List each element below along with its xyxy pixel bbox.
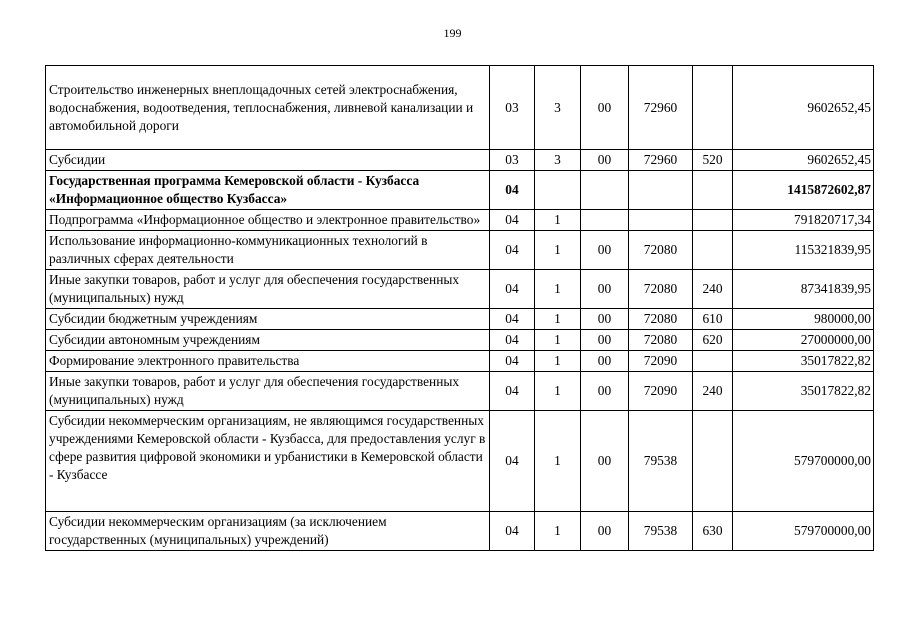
expense-type-cell: 240 [693,372,733,411]
row-name-cell: Субсидии бюджетным учреждениям [46,309,490,330]
table-row [46,171,874,210]
subsection-code-cell: 1 [535,351,581,372]
section-code-cell: 03 [490,150,535,171]
section-code-cell: 04 [490,512,535,551]
amount-cell: 115321839,95 [733,231,874,270]
section-code-cell: 04 [490,411,535,512]
direction-code-cell: 72960 [629,150,693,171]
subsection-code-cell: 1 [535,411,581,512]
section-code-cell: 04 [490,171,535,210]
table-row [46,372,874,411]
subsection-code-cell: 1 [535,231,581,270]
program-code-cell: 00 [581,330,629,351]
row-name-cell: Субсидии некоммерческим организациям (за исключением государственных (муниципальных) учреждений) [46,512,490,551]
subsection-code-cell: 1 [535,210,581,231]
expense-type-cell [693,411,733,512]
row-name-cell: Использование информационно-коммуникационных технологий в различных сферах деятельности [46,231,490,270]
table-row [46,66,874,150]
subsection-code-cell: 1 [535,309,581,330]
table-row [46,270,874,309]
table-row [46,351,874,372]
row-name-cell: Иные закупки товаров, работ и услуг для обеспечения государственных (муниципальных) нужд [46,270,490,309]
program-code-cell: 00 [581,411,629,512]
row-name-cell: Субсидии автономным учреждениям [46,330,490,351]
expense-type-cell [693,351,733,372]
table-row [46,150,874,171]
page-number: 199 [443,26,462,40]
program-code-cell [581,171,629,210]
amount-cell: 579700000,00 [733,512,874,551]
direction-code-cell [629,210,693,231]
program-code-cell: 00 [581,372,629,411]
direction-code-cell: 72960 [629,66,693,150]
expense-type-cell: 240 [693,270,733,309]
amount-cell: 791820717,34 [733,210,874,231]
program-code-cell: 00 [581,66,629,150]
section-code-cell: 04 [490,309,535,330]
section-code-cell: 04 [490,330,535,351]
expense-type-cell: 610 [693,309,733,330]
expense-type-cell: 620 [693,330,733,351]
program-code-cell: 00 [581,270,629,309]
budget-table-body [46,66,874,551]
section-code-cell: 04 [490,270,535,309]
direction-code-cell: 72090 [629,372,693,411]
row-name-cell: Подпрограмма «Информационное общество и электронное правительство» [46,210,490,231]
section-code-cell: 04 [490,351,535,372]
amount-cell: 27000000,00 [733,330,874,351]
section-code-cell: 04 [490,210,535,231]
expense-type-cell [693,231,733,270]
amount-cell: 35017822,82 [733,372,874,411]
program-code-cell: 00 [581,309,629,330]
table-row [46,512,874,551]
amount-cell: 980000,00 [733,309,874,330]
direction-code-cell: 72090 [629,351,693,372]
table-row [46,231,874,270]
section-code-cell: 04 [490,231,535,270]
subsection-code-cell: 3 [535,150,581,171]
section-code-cell: 04 [490,372,535,411]
subsection-code-cell [535,171,581,210]
direction-code-cell [629,171,693,210]
amount-cell: 1415872602,87 [733,171,874,210]
amount-cell: 87341839,95 [733,270,874,309]
table-row [46,330,874,351]
row-name-cell: Строительство инженерных внеплощадочных сетей электроснабжения, водоснабжения, водоотведения, теплоснабжения, ливневой канализации и автомобильной дороги [46,66,490,150]
subsection-code-cell: 3 [535,66,581,150]
direction-code-cell: 72080 [629,330,693,351]
program-code-cell: 00 [581,150,629,171]
subsection-code-cell: 1 [535,512,581,551]
program-code-cell: 00 [581,231,629,270]
row-name-cell: Иные закупки товаров, работ и услуг для обеспечения государственных (муниципальных) нужд [46,372,490,411]
subsection-code-cell: 1 [535,372,581,411]
section-code-cell: 03 [490,66,535,150]
program-code-cell [581,210,629,231]
amount-cell: 9602652,45 [733,150,874,171]
subsection-code-cell: 1 [535,270,581,309]
row-name-cell: Субсидии некоммерческим организациям, не являющимся государственных учреждениями Кемеровской области - Кузбасса, для предоставления услуг в сфере развития цифровой экономики и урбанистики в Кемеровской области - Кузбассе [46,411,490,512]
expense-type-cell [693,210,733,231]
row-name-cell: Формирование электронного правительства [46,351,490,372]
row-name-cell: Государственная программа Кемеровской области - Кузбасса «Информационное общество Кузбасса» [46,171,490,210]
table-row [46,210,874,231]
budget-table [45,65,874,551]
expense-type-cell: 630 [693,512,733,551]
direction-code-cell: 72080 [629,231,693,270]
direction-code-cell: 72080 [629,270,693,309]
direction-code-cell: 79538 [629,512,693,551]
amount-cell: 35017822,82 [733,351,874,372]
expense-type-cell: 520 [693,150,733,171]
direction-code-cell: 72080 [629,309,693,330]
expense-type-cell [693,66,733,150]
subsection-code-cell: 1 [535,330,581,351]
program-code-cell: 00 [581,351,629,372]
program-code-cell: 00 [581,512,629,551]
amount-cell: 579700000,00 [733,411,874,512]
direction-code-cell: 79538 [629,411,693,512]
amount-cell: 9602652,45 [733,66,874,150]
row-name-cell: Субсидии [46,150,490,171]
expense-type-cell [693,171,733,210]
table-row [46,309,874,330]
table-row [46,411,874,512]
